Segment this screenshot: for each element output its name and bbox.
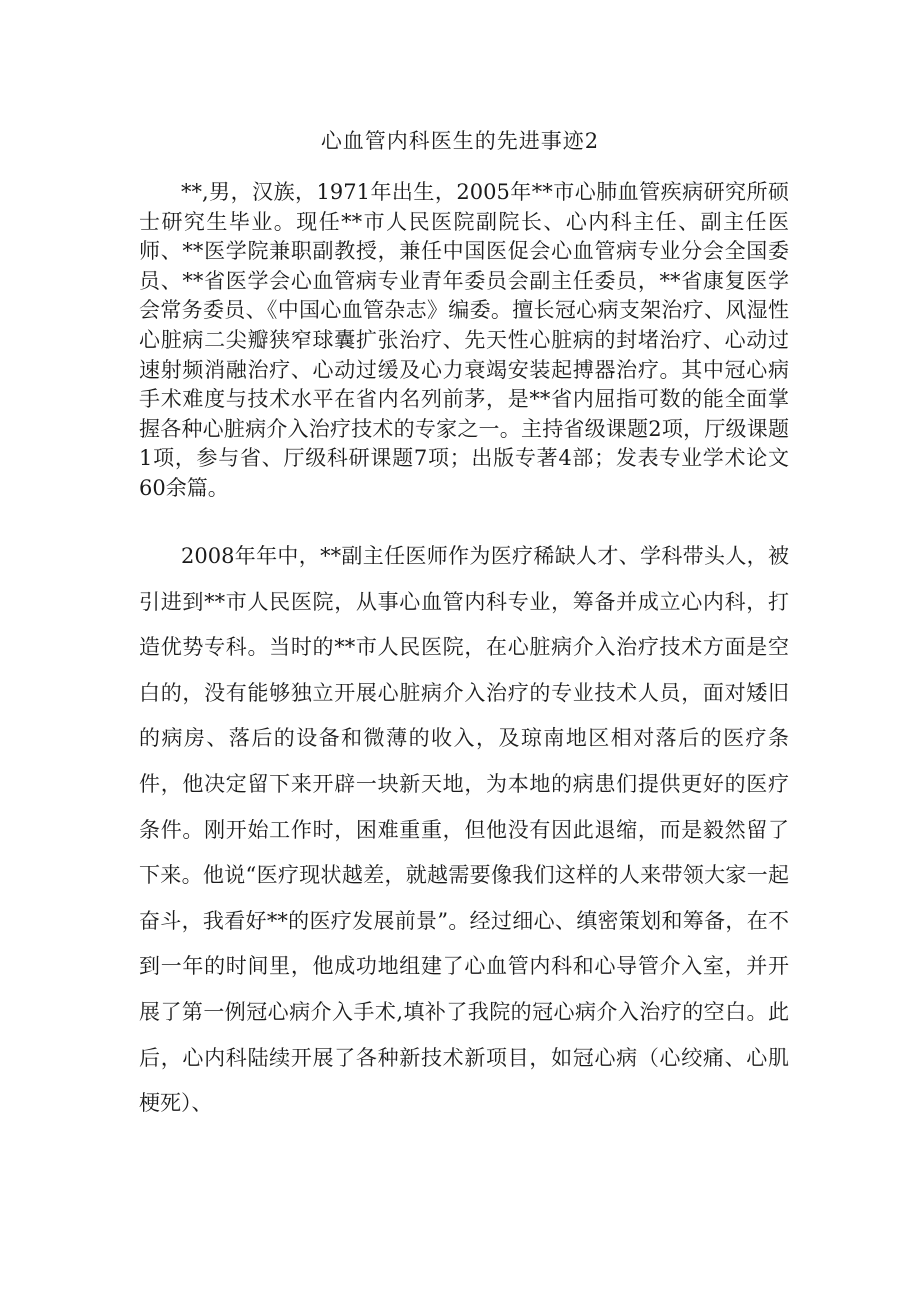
paragraph-career-story: 2008年年中，**副主任医师作为医疗稀缺人才、学科带头人，被引进到**市人民医院，从事心血管内科专业，筹备并成立心内科，打造优势专科。当时的**市人民医院，在心脏病介入治疗技术方面是空白的，没有能够独立开展心脏病介入治疗的专业技术人员，面对矮旧的病房、落后的设备和微薄的收入，及琼南地区相对落后的医疗条件，他决定留下来开辟一块新天地，为本地的病患们提供更好的医疗条件。刚开始工作时，困难重重，但他没有因此退缩，而是毅然留了下来。他说“医疗现状越差，就越需要像我们这样的人来带领大家一起奋斗，我看好**的医疗发展前景”。经过细心、缜密策划和筹备，在不到一年的时间里，他成功地组建了心血管内科和心导管介入室，并开展了第一例冠心病介入手术,填补了我院的冠心病介入治疗的空白。此后，心内科陆续开展了各种新技术新项目，如冠心病（心绞痛、心肌梗死）、 xyxy=(139,544,789,1116)
document-title: 心血管内科医生的先进事迹2 xyxy=(320,129,600,153)
paragraph-biography: **,男，汉族，1971年出生，2005年**市心肺血管疾病研究所硕士研究生毕业。现任**市人民医院副院长、心内科主任、副主任医师、**医学院兼职副教授，兼任中国医促会心血管病专业分会全国委员、**省医学会心血管病专业青年委员会副主任委员，**省康复医学会常务委员、《中国心血管杂志》编委。擅长冠心病支架治疗、风湿性心脏病二尖瓣狭窄球囊扩张治疗、先天性心脏病的封堵治疗、心动过速射频消融治疗、心动过缓及心力衰竭安装起搏器治疗。其中冠心病手术难度与技术水平在省内名列前茅，是**省内屈指可数的能全面掌握各种心脏病介入治疗技术的专家之一。主持省级课题2项，厅级课题1项，参与省、厅级科研课题7项；出版专著4部；发表专业学术论文60余篇。 xyxy=(139,180,789,500)
